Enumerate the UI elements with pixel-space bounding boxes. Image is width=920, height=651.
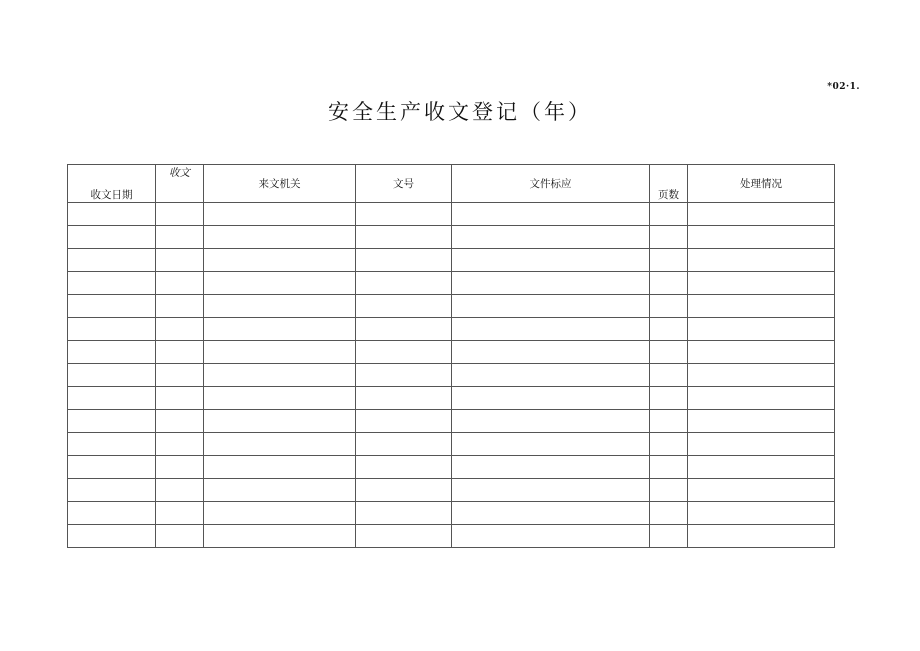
table-cell[interactable] xyxy=(68,410,156,433)
table-cell[interactable] xyxy=(650,341,688,364)
table-cell[interactable] xyxy=(650,272,688,295)
table-cell[interactable] xyxy=(156,525,204,548)
table-cell[interactable] xyxy=(356,410,452,433)
table-cell[interactable] xyxy=(452,341,650,364)
table-cell[interactable] xyxy=(356,502,452,525)
table-cell[interactable] xyxy=(156,433,204,456)
register-table xyxy=(67,164,835,548)
table-cell[interactable] xyxy=(68,502,156,525)
header-row xyxy=(68,165,835,203)
table-cell[interactable] xyxy=(688,364,835,387)
table-cell[interactable] xyxy=(156,341,204,364)
table-cell[interactable] xyxy=(156,410,204,433)
table-cell[interactable] xyxy=(356,456,452,479)
column-header-receive-date: 收文日期 xyxy=(68,165,156,203)
table-cell[interactable] xyxy=(156,479,204,502)
table-cell[interactable] xyxy=(204,203,356,226)
table-cell[interactable] xyxy=(204,387,356,410)
table-cell[interactable] xyxy=(650,226,688,249)
column-header-receive-no: 收文 xyxy=(156,165,204,203)
table-cell[interactable] xyxy=(650,502,688,525)
form-code: *02·1. xyxy=(827,82,860,92)
table-cell[interactable] xyxy=(204,226,356,249)
table-cell[interactable] xyxy=(452,525,650,548)
table-cell[interactable] xyxy=(204,364,356,387)
table-cell[interactable] xyxy=(650,456,688,479)
table-cell[interactable] xyxy=(204,272,356,295)
table-cell[interactable] xyxy=(356,272,452,295)
table-cell[interactable] xyxy=(204,295,356,318)
table-cell[interactable] xyxy=(156,364,204,387)
table-row xyxy=(68,456,835,479)
table-cell[interactable] xyxy=(356,203,452,226)
table-cell[interactable] xyxy=(452,226,650,249)
table-cell[interactable] xyxy=(688,272,835,295)
table-cell[interactable] xyxy=(356,387,452,410)
table-row xyxy=(68,410,835,433)
table-cell[interactable] xyxy=(204,341,356,364)
table-cell[interactable] xyxy=(356,341,452,364)
table-cell[interactable] xyxy=(688,410,835,433)
table-cell[interactable] xyxy=(452,272,650,295)
table-cell[interactable] xyxy=(156,249,204,272)
table-cell[interactable] xyxy=(688,226,835,249)
table-cell[interactable] xyxy=(356,249,452,272)
column-header-pages: 页数 xyxy=(650,165,688,203)
table-cell[interactable] xyxy=(156,456,204,479)
table-cell[interactable] xyxy=(68,249,156,272)
table-cell[interactable] xyxy=(204,456,356,479)
table-cell[interactable] xyxy=(452,249,650,272)
table-cell[interactable] xyxy=(452,410,650,433)
table-row xyxy=(68,295,835,318)
table-row xyxy=(68,525,835,548)
table-cell[interactable] xyxy=(688,341,835,364)
table-cell[interactable] xyxy=(452,456,650,479)
table-row xyxy=(68,249,835,272)
table-cell[interactable] xyxy=(688,295,835,318)
table-cell[interactable] xyxy=(68,433,156,456)
table-row xyxy=(68,502,835,525)
table-cell[interactable] xyxy=(650,525,688,548)
table-row xyxy=(68,479,835,502)
table-cell[interactable] xyxy=(68,387,156,410)
table-cell[interactable] xyxy=(452,364,650,387)
table-cell[interactable] xyxy=(452,433,650,456)
table-cell[interactable] xyxy=(156,295,204,318)
table-cell[interactable] xyxy=(204,249,356,272)
table-cell[interactable] xyxy=(204,433,356,456)
table-cell[interactable] xyxy=(650,318,688,341)
table-cell[interactable] xyxy=(688,502,835,525)
table-cell[interactable] xyxy=(452,295,650,318)
table-cell[interactable] xyxy=(650,295,688,318)
table-cell[interactable] xyxy=(452,502,650,525)
table-cell[interactable] xyxy=(356,226,452,249)
table-cell[interactable] xyxy=(650,387,688,410)
table-cell[interactable] xyxy=(356,525,452,548)
table-cell[interactable] xyxy=(204,479,356,502)
table-cell[interactable] xyxy=(356,479,452,502)
table-cell[interactable] xyxy=(688,318,835,341)
column-header-handling-status: 处理情况 xyxy=(688,165,835,203)
table-cell[interactable] xyxy=(688,387,835,410)
table-cell[interactable] xyxy=(688,525,835,548)
table-cell[interactable] xyxy=(68,364,156,387)
column-header-document-title: 文件标应 xyxy=(452,165,650,203)
table-cell[interactable] xyxy=(452,387,650,410)
table-cell[interactable] xyxy=(650,203,688,226)
table-cell[interactable] xyxy=(356,318,452,341)
table-cell[interactable] xyxy=(688,433,835,456)
table-row xyxy=(68,364,835,387)
table-cell[interactable] xyxy=(68,318,156,341)
table-row xyxy=(68,318,835,341)
table-cell[interactable] xyxy=(68,295,156,318)
table-cell[interactable] xyxy=(68,203,156,226)
table-row xyxy=(68,272,835,295)
register-body xyxy=(68,203,835,548)
column-header-issuing-agency: 来文机关 xyxy=(204,165,356,203)
table-cell[interactable] xyxy=(156,318,204,341)
table-cell[interactable] xyxy=(156,226,204,249)
table-cell[interactable] xyxy=(156,203,204,226)
table-cell[interactable] xyxy=(688,249,835,272)
table-cell[interactable] xyxy=(650,364,688,387)
table-cell[interactable] xyxy=(68,456,156,479)
table-cell[interactable] xyxy=(650,410,688,433)
table-cell[interactable] xyxy=(650,433,688,456)
table-cell[interactable] xyxy=(688,203,835,226)
table-cell[interactable] xyxy=(68,525,156,548)
table-cell[interactable] xyxy=(204,525,356,548)
table-cell[interactable] xyxy=(688,456,835,479)
page-title: 安全生产收文登记（年） xyxy=(328,100,592,124)
table-cell[interactable] xyxy=(650,249,688,272)
table-cell[interactable] xyxy=(156,387,204,410)
table-cell[interactable] xyxy=(204,318,356,341)
table-row xyxy=(68,203,835,226)
table-cell[interactable] xyxy=(68,341,156,364)
table-cell[interactable] xyxy=(452,203,650,226)
table-cell[interactable] xyxy=(156,272,204,295)
table-cell[interactable] xyxy=(452,479,650,502)
table-cell[interactable] xyxy=(156,502,204,525)
table-row xyxy=(68,433,835,456)
table-row xyxy=(68,341,835,364)
table-cell[interactable] xyxy=(650,479,688,502)
column-header-document-number: 文号 xyxy=(356,165,452,203)
table-cell[interactable] xyxy=(204,410,356,433)
table-cell[interactable] xyxy=(356,433,452,456)
table-cell[interactable] xyxy=(68,226,156,249)
table-cell[interactable] xyxy=(356,364,452,387)
table-cell[interactable] xyxy=(688,479,835,502)
table-cell[interactable] xyxy=(356,295,452,318)
table-cell[interactable] xyxy=(452,318,650,341)
table-cell[interactable] xyxy=(68,479,156,502)
table-row xyxy=(68,387,835,410)
table-cell[interactable] xyxy=(68,272,156,295)
table-cell[interactable] xyxy=(204,502,356,525)
table-row xyxy=(68,226,835,249)
